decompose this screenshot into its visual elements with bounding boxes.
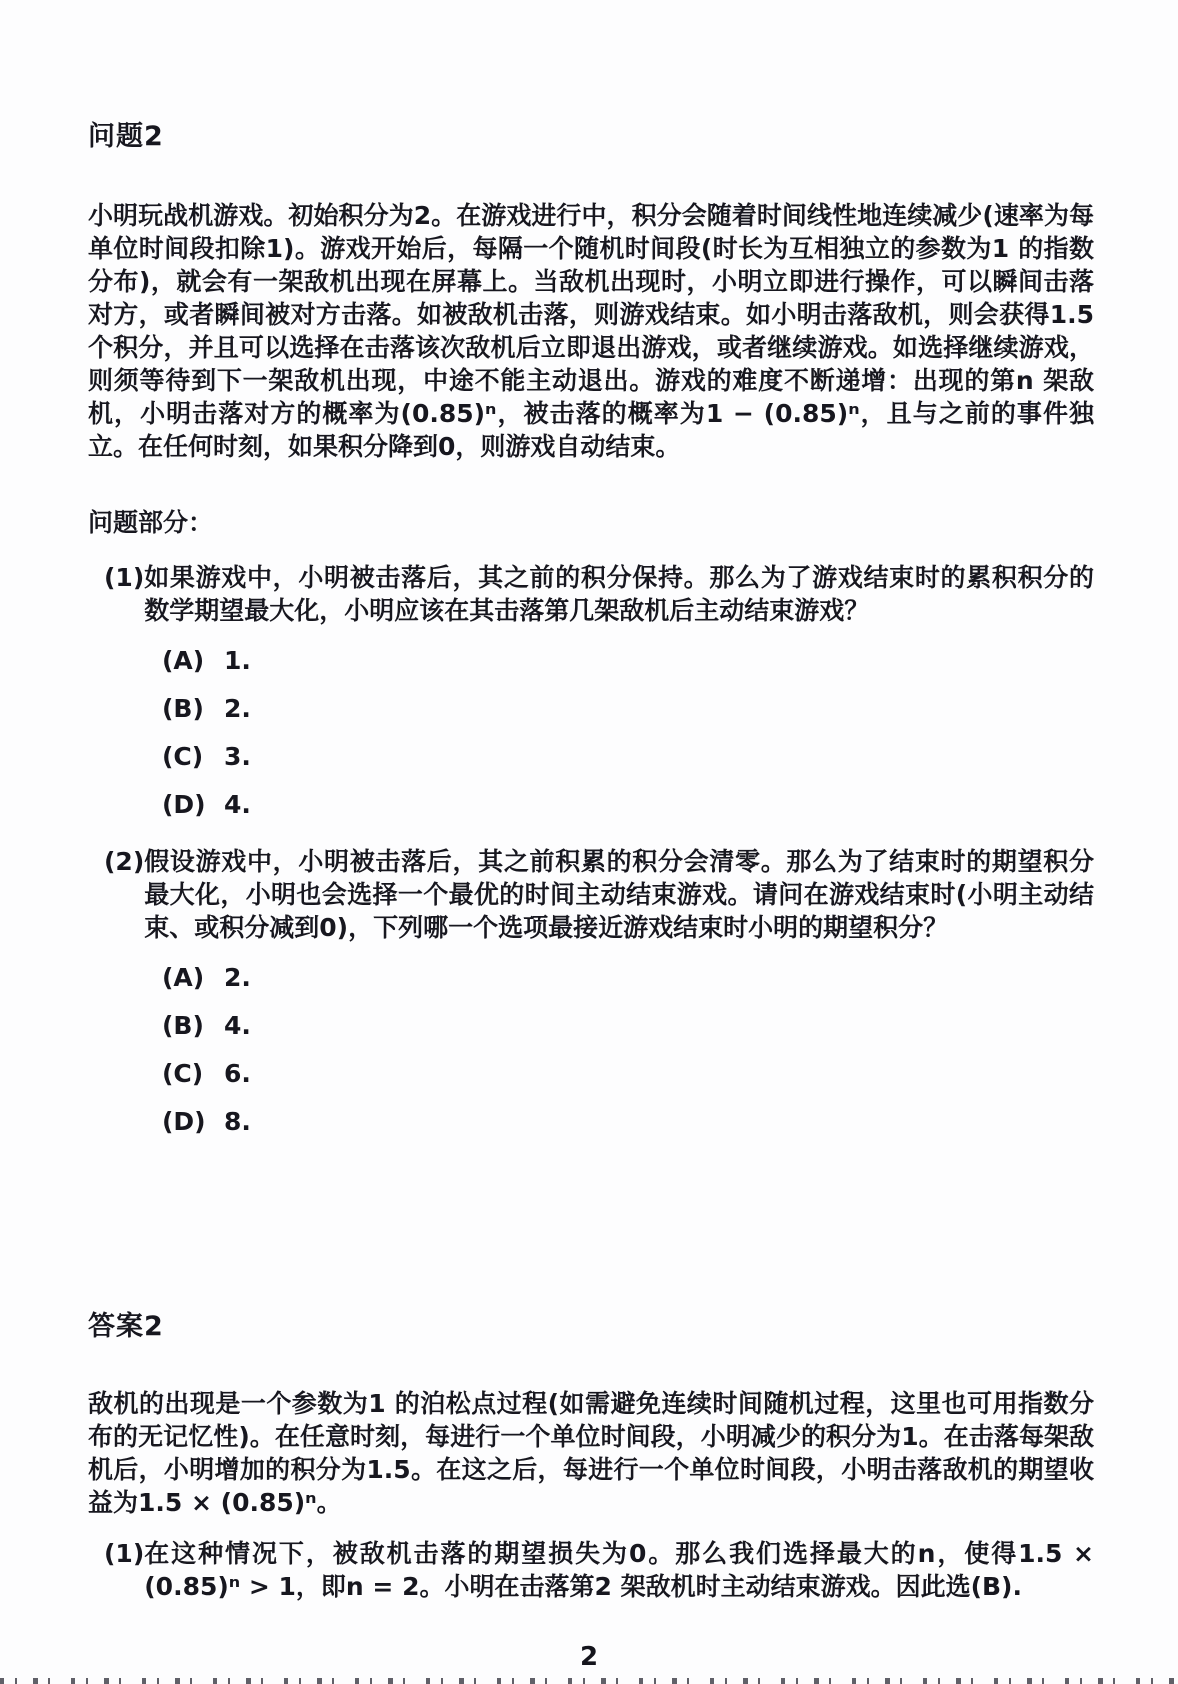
next-page-clipped-text	[0, 1678, 1178, 1684]
answer-item-1-number: (1)	[104, 1539, 145, 1568]
option-label: (D)	[162, 1107, 206, 1136]
option-text: 8.	[224, 1107, 251, 1136]
option-label: (C)	[162, 1059, 204, 1088]
question-2-options	[162, 963, 1094, 1136]
option-text: 6.	[224, 1059, 251, 1088]
option-label: (D)	[162, 790, 206, 819]
option-text: 4.	[224, 1011, 251, 1040]
question-1-text: 如果游戏中，小明被击落后，其之前的积分保持。那么为了游戏结束时的累积积分的数学期望最大化，小明应该在其击落第几架敌机后主动结束游戏？	[144, 563, 1094, 625]
answer-intro: 敌机的出现是一个参数为1 的泊松点过程(如需避免连续时间随机过程，这里也可用指数分布的无记忆性)。在任意时刻，每进行一个单位时间段，小明减少的积分为1。在击落每架敌机后，小明增加的积分为1.5。在这之后，每进行一个单位时间段，小明击落敌机的期望收益为1.5 × (0.85)ⁿ。	[88, 1389, 1094, 1517]
question-1-option-a	[162, 646, 1094, 675]
question-1-number: (1)	[104, 563, 145, 592]
question-2	[88, 845, 1094, 944]
page-number: 2	[579, 1642, 599, 1672]
option-text: 4.	[224, 790, 251, 819]
problem-title: 问题2	[88, 121, 164, 152]
option-text: 2.	[224, 694, 251, 723]
question-2-number: (2)	[104, 847, 145, 876]
question-1	[88, 561, 1094, 627]
option-text: 3.	[224, 742, 251, 771]
question-1-option-b	[162, 694, 1094, 723]
answer-title: 答案2	[88, 1311, 164, 1342]
option-label: (B)	[162, 694, 204, 723]
question-parts-label: 问题部分：	[88, 508, 214, 537]
option-label: (B)	[162, 1011, 204, 1040]
question-2-option-a	[162, 963, 1094, 992]
problem-statement: 小明玩战机游戏。初始积分为2。在游戏进行中，积分会随着时间线性地连续减少(速率为每单位时间段扣除1)。游戏开始后，每隔一个随机时间段(时长为互相独立的参数为1 的指数分布)，就会有一架敌机出现在屏幕上。当敌机出现时，小明立即进行操作，可以瞬间击落对方，或者瞬间被对方击落。如被敌机击落，则游戏结束。如小明击落敌机，则会获得1.5个积分，并且可以选择在击落该次敌机后立即退出游戏，或者继续游戏。如选择继续游戏，则须等待到下一架敌机出现，中途不能主动退出。游戏的难度不断递增：出现的第n 架敌机，小明击落对方的概率为(0.85)ⁿ，被击落的概率为1 − (0.85)ⁿ，且与之前的事件独立。在任何时刻，如果积分降到0，则游戏自动结束。	[88, 201, 1094, 461]
answer-item-1-text: 在这种情况下，被敌机击落的期望损失为0。那么我们选择最大的n，使得1.5 × (0.85)ⁿ > 1，即n = 2。小明在击落第2 架敌机时主动结束游戏。因此选(B).	[144, 1539, 1094, 1601]
question-2-option-c	[162, 1059, 1094, 1088]
page-content	[88, 114, 1094, 1603]
option-label: (A)	[162, 963, 205, 992]
option-text: 1.	[224, 646, 251, 675]
question-1-option-d	[162, 790, 1094, 819]
question-2-option-b	[162, 1011, 1094, 1040]
option-label: (C)	[162, 742, 204, 771]
answer-section	[88, 1304, 1094, 1603]
answer-item-1	[88, 1537, 1094, 1603]
option-label: (A)	[162, 646, 205, 675]
question-2-option-d	[162, 1107, 1094, 1136]
option-text: 2.	[224, 963, 251, 992]
question-2-text: 假设游戏中，小明被击落后，其之前积累的积分会清零。那么为了结束时的期望积分最大化，小明也会选择一个最优的时间主动结束游戏。请问在游戏结束时(小明主动结束、或积分减到0)，下列哪一个选项最接近游戏结束时小明的期望积分？	[144, 847, 1094, 942]
question-1-options	[162, 646, 1094, 819]
question-1-option-c	[162, 742, 1094, 771]
